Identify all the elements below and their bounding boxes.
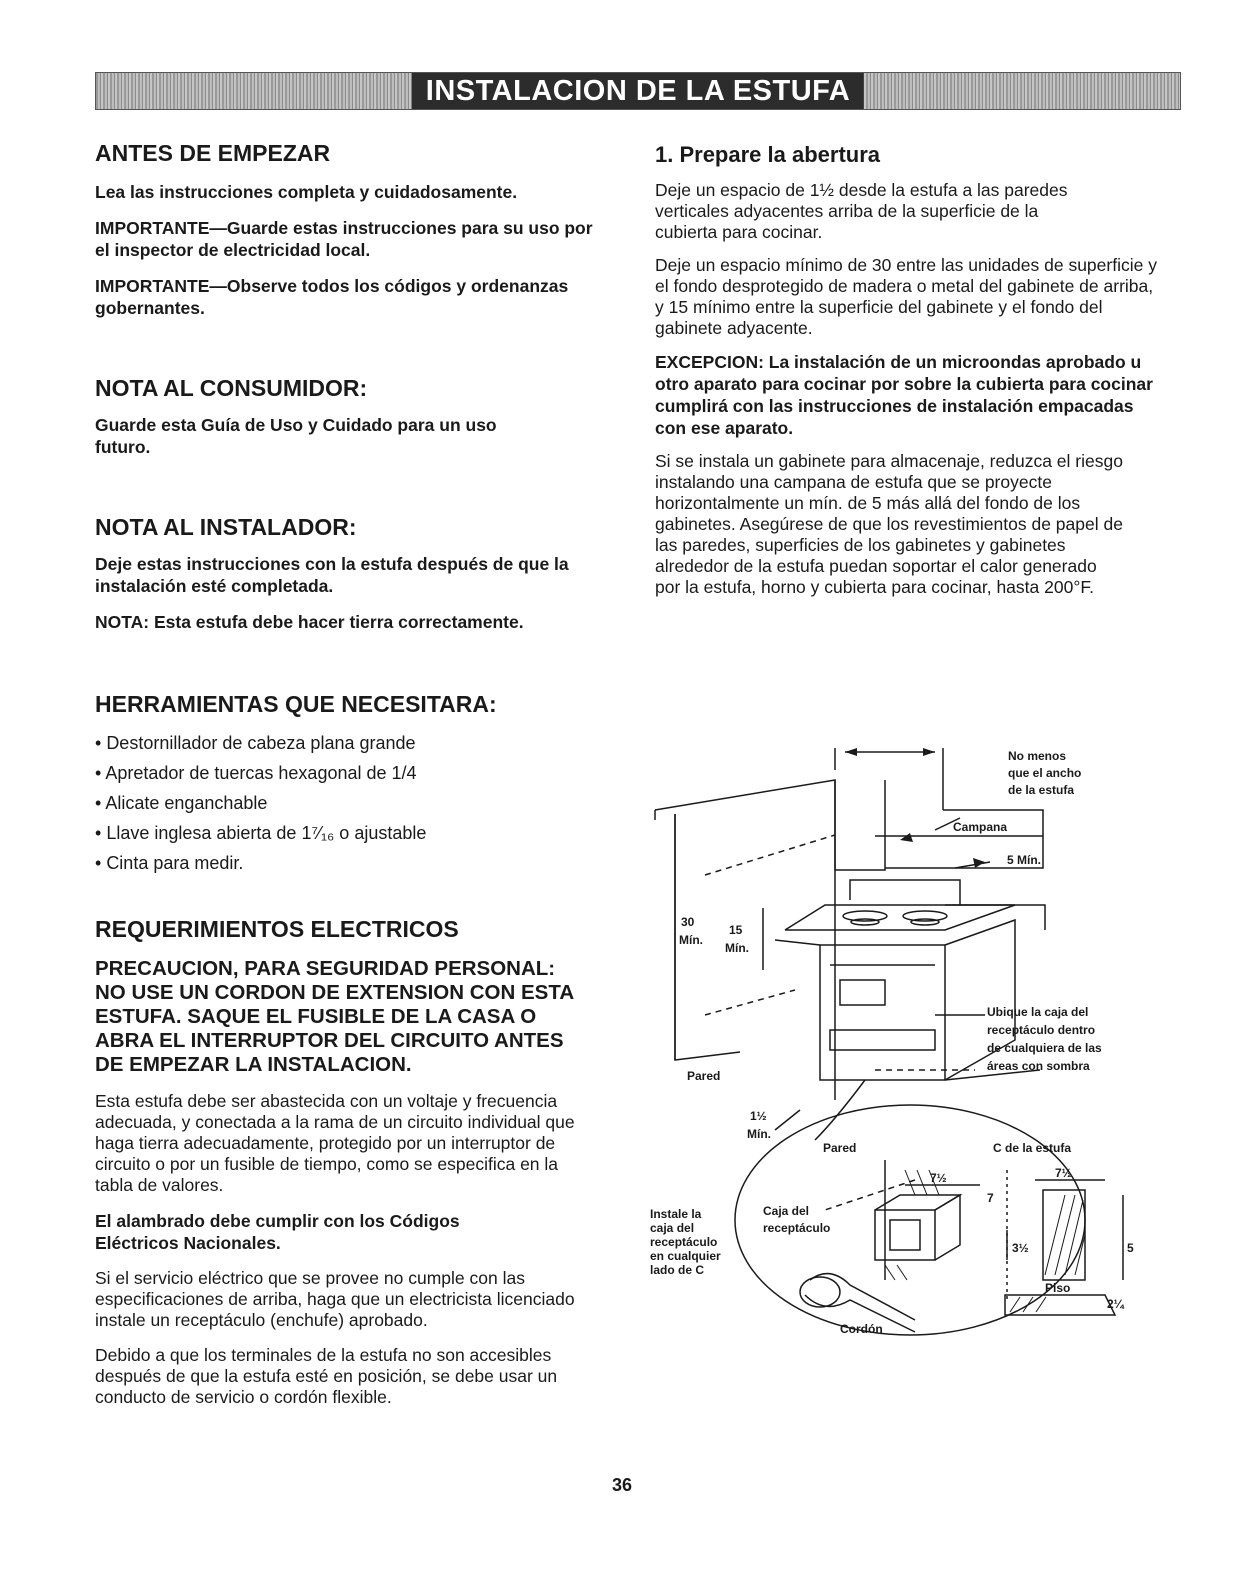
prepare-p3: EXCEPCION: La instalación de un microondas aprobado u otro aparato para cocinar por sobre la cubierta para cocinar cumplirá con las instrucciones de instalación empacadas con ese aparato. (655, 352, 1153, 438)
no-menos-label-1: No menos (1008, 749, 1067, 763)
herramientas-list (95, 728, 595, 878)
herramientas-heading: HERRAMIENTAS QUE NECESITARA: (95, 691, 497, 717)
electricos-p4: Debido a que los terminales de la estufa no son accesibles después de que la estufa esté en posición, se debe usar un conducto de servicio o cordón flexible. (95, 1345, 558, 1407)
instalador-heading: NOTA AL INSTALADOR: (95, 514, 357, 540)
caja-label-1: Caja del (763, 1204, 810, 1218)
electricos-section (95, 916, 595, 1408)
consumidor-heading: NOTA AL CONSUMIDOR: (95, 375, 368, 401)
banner-title: INSTALACION DE LA ESTUFA (412, 73, 864, 109)
instale-label-3: receptáculo (650, 1235, 718, 1249)
uno-medio-label: 1½ (750, 1109, 767, 1123)
electricos-p3: Si el servicio eléctrico que se provee no cumple con las especificaciones de arriba, haga que un electricista licenciado instale un receptáculo (enchufe) aprobado. (95, 1268, 575, 1330)
prepare-heading: 1. Prepare la abertura (655, 142, 881, 167)
consumidor-p1: Guarde esta Guía de Uso y Cuidado para un uso futuro. (95, 415, 497, 457)
page-number: 36 (611, 1475, 633, 1495)
prepare-p1: Deje un espacio de 1½ desde la estufa a las paredes verticales adyacentes arriba de la superficie de la cubierta para cocinar. (655, 180, 1068, 242)
instalador-p2: NOTA: Esta estufa debe hacer tierra correctamente. (95, 612, 524, 632)
electricos-heading: REQUERIMIENTOS ELECTRICOS (95, 916, 459, 942)
antes-p1: Lea las instrucciones completa y cuidadosamente. (95, 182, 518, 202)
cinco-min-label: 5 Mín. (1007, 853, 1042, 867)
prepare-p4: Si se instala un gabinete para almacenaje, reduzca el riesgo instalando una campana de estufa que se proyecte horizontalmente un mín. de 5 más allá del fondo de los gabinetes. Asegúrese de que los revestimientos de papel de las paredes, superficies de los gabinetes y gabinetes alrededor de la estufa puedan soportar el calor generado por la estufa, horno y cubierta para cocinar, hasta 200°F. (655, 451, 1123, 597)
dos-cuarto-label: 2¼ (1107, 1297, 1124, 1311)
treinta-label: 30 (681, 915, 695, 929)
section-banner (95, 72, 1181, 110)
antes-p3: IMPORTANTE—Observe todos los códigos y ordenanzas gobernantes. (95, 276, 569, 318)
caja-label-2: receptáculo (763, 1221, 831, 1235)
list-item: • Apretador de tuercas hexagonal de 1/4 (95, 758, 595, 788)
cinco-label: 5 (1127, 1241, 1134, 1255)
electricos-p2: El alambrado debe cumplir con los Códigos Eléctricos Nacionales. (95, 1211, 460, 1253)
instale-label-1: Instale la (650, 1207, 702, 1221)
list-item: • Llave inglesa abierta de 1⁷⁄₁₆ o ajustable (95, 818, 595, 848)
installation-diagram (645, 740, 1165, 1360)
no-menos-label-2: que el ancho (1008, 766, 1082, 780)
left-column (95, 140, 595, 1408)
siete-medio-label-1: 7½ (930, 1171, 947, 1185)
cl-estufa-label: C de la estufa (993, 1141, 1072, 1155)
pared-label-2: Pared (823, 1141, 857, 1155)
quince-label: 15 (729, 923, 743, 937)
ubique-label-2: receptáculo dentro (987, 1023, 1096, 1037)
instalador-p1: Deje estas instrucciones con la estufa después de que la instalación esté completada. (95, 554, 569, 596)
tres-medio-label: 3½ (1012, 1241, 1029, 1255)
instale-label-2: caja del (650, 1221, 695, 1235)
uno-medio-min-label: Mín. (747, 1127, 771, 1141)
treinta-min-label: Mín. (679, 933, 703, 947)
instalador-section (95, 514, 595, 633)
quince-min-label: Mín. (725, 941, 749, 955)
instale-label-4: en cualquier (650, 1249, 721, 1263)
siete-medio-label-2: 7½ (1055, 1166, 1072, 1180)
ubique-label-4: áreas con sombra (987, 1059, 1090, 1073)
ubique-label-3: de cualquiera de las (987, 1041, 1102, 1055)
siete-label: 7 (987, 1191, 994, 1205)
campana-label: Campana (953, 820, 1008, 834)
antes-section (95, 140, 595, 319)
electricos-p1: Esta estufa debe ser abastecida con un voltaje y frecuencia adecuada, y conectada a la rama de un circuito individual que haga tierra adecuadamente, protegido por un interruptor de circuito o por un fusible de tiempo, como se especifica en la tabla de valores. (95, 1091, 575, 1195)
piso-label: Piso (1045, 1281, 1071, 1295)
prepare-p2: Deje un espacio mínimo de 30 entre las unidades de superficie y el fondo desprotegido de madera o metal del gabinete de arriba, y 15 mínimo entre la superficie del gabinete y el fondo del gabinete adyacente. (655, 255, 1157, 338)
right-column (655, 142, 1160, 598)
antes-p2: IMPORTANTE—Guarde estas instrucciones para su uso por el inspector de electricidad local. (95, 218, 593, 260)
pared-label-1: Pared (687, 1069, 721, 1083)
herramientas-section (95, 691, 595, 878)
consumidor-section (95, 375, 595, 458)
electricos-warning: PRECAUCION, PARA SEGURIDAD PERSONAL: NO USE UN CORDON DE EXTENSION CON ESTA ESTUFA. SAQUE EL FUSIBLE DE LA CASA O ABRA EL INTERRUPTOR DEL CIRCUITO ANTES DE EMPEZAR LA INSTALACION. (95, 957, 574, 1076)
list-item: • Destornillador de cabeza plana grande (95, 728, 595, 758)
no-menos-label-3: de la estufa (1008, 783, 1075, 797)
list-item: • Cinta para medir. (95, 848, 595, 878)
cordon-label: Cordón (840, 1322, 883, 1336)
ubique-label-1: Ubique la caja del (987, 1005, 1089, 1019)
antes-heading: ANTES DE EMPEZAR (95, 140, 331, 166)
list-item: • Alicate enganchable (95, 788, 595, 818)
instale-label-5: lado de C (650, 1263, 705, 1277)
